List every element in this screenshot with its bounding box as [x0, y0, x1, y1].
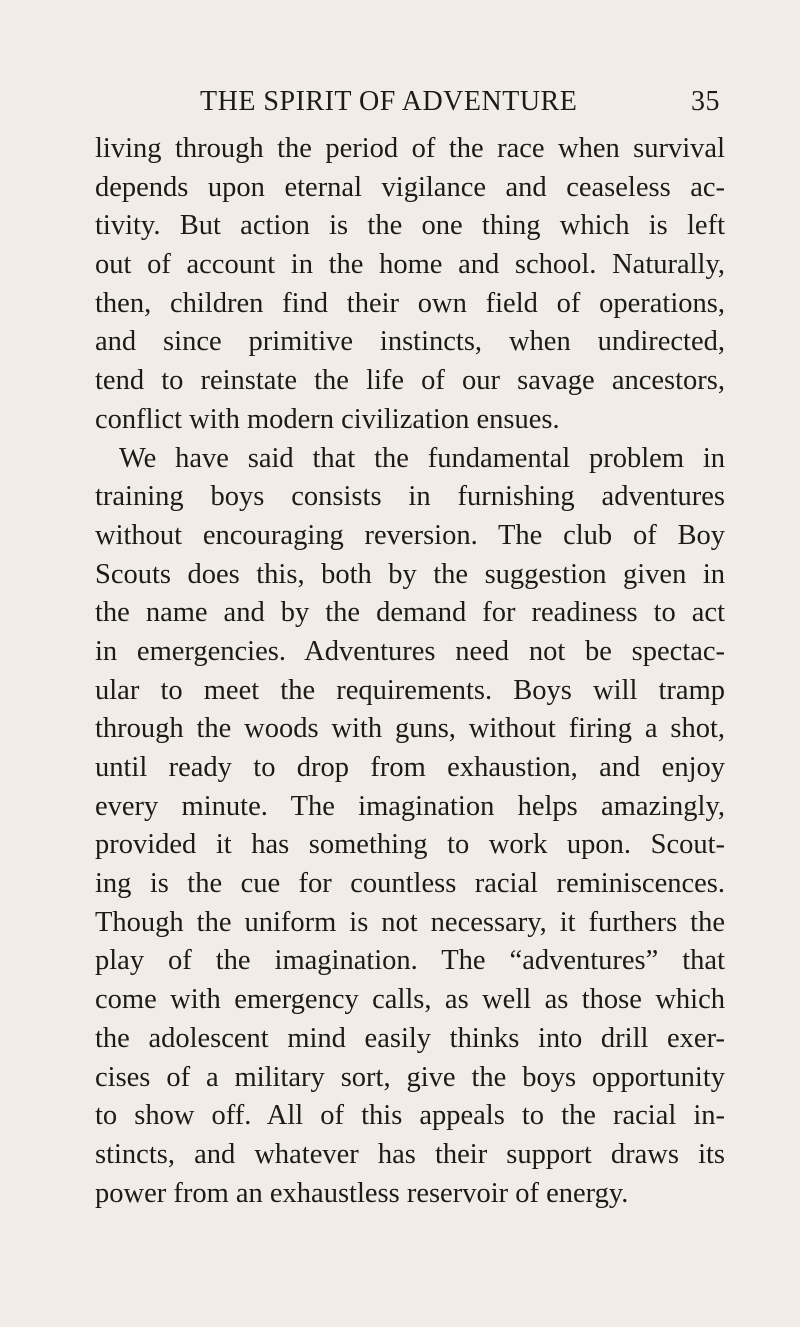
text-line: play of the imagination. The “adventures” that: [95, 945, 725, 977]
text-line: cises of a military sort, give the boys opportunity: [95, 1061, 725, 1093]
text-line: Though the uniform is not necessary, it furthers the: [95, 906, 725, 938]
text-line: and since primitive instincts, when undirected,: [95, 326, 725, 358]
text-line: then, children find their own field of operations,: [95, 287, 725, 319]
running-head: [200, 86, 720, 126]
text-line: out of account in the home and school. Naturally,: [95, 249, 725, 281]
text-line: training boys consists in furnishing adventures: [95, 481, 725, 513]
text-line: depends upon eternal vigilance and ceaseless ac-: [95, 171, 725, 203]
text-line: ing is the cue for countless racial reminiscences.: [95, 868, 725, 900]
text-line: living through the period of the race when survival: [95, 133, 725, 164]
text-line: We have said that the fundamental problem in: [119, 442, 725, 474]
running-title: THE SPIRIT OF ADVENTURE: [200, 86, 578, 117]
text-line: ular to meet the requirements. Boys will tramp: [95, 674, 725, 706]
text-line: in emergencies. Adventures need not be spectac-: [95, 635, 725, 667]
body-text: [95, 130, 725, 1213]
text-line: tend to reinstate the life of our savage ancestors,: [95, 365, 725, 397]
text-line: without encouraging reversion. The club of Boy: [95, 519, 725, 551]
text-line: until ready to drop from exhaustion, and enjoy: [95, 752, 725, 783]
text-line: through the woods with guns, without firing a shot,: [95, 713, 725, 745]
text-line: the adolescent mind easily thinks into drill exer-: [95, 1022, 725, 1054]
text-line: every minute. The imagination helps amazingly,: [95, 790, 725, 822]
text-line: Scouts does this, both by the suggestion given in: [95, 558, 725, 590]
text-line: power from an exhaustless reservoir of energy.: [95, 1177, 629, 1209]
page-number: 35: [691, 86, 720, 117]
text-line: stincts, and whatever has their support draws its: [95, 1138, 725, 1170]
text-line: tivity. But action is the one thing which is left: [95, 210, 725, 242]
text-line: come with emergency calls, as well as those which: [95, 984, 725, 1016]
text-line: to show off. All of this appeals to the racial in-: [95, 1100, 725, 1132]
text-line: conflict with modern civilization ensues.: [95, 403, 560, 435]
text-line: the name and by the demand for readiness to act: [95, 597, 725, 629]
text-line: provided it has something to work upon. Scout-: [95, 829, 725, 861]
